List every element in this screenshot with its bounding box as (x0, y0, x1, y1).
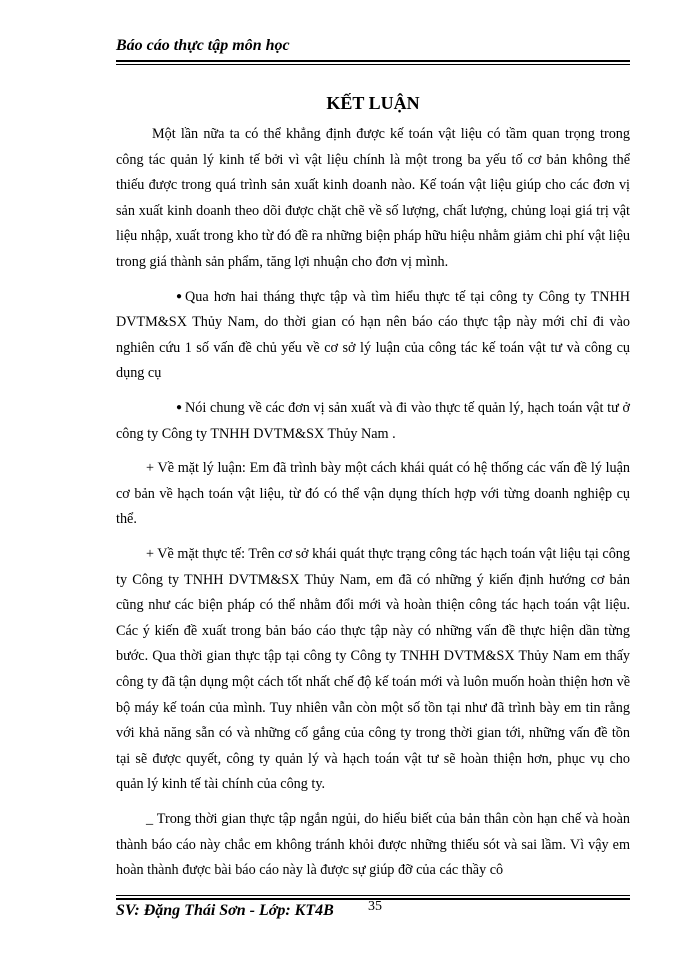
header-title: Báo cáo thực tập môn học (116, 37, 290, 54)
paragraph-text: Qua hơn hai tháng thực tập và tìm hiểu thực tế tại công ty Công ty TNHH DVTM&SX Thủy Nam, do thời gian có hạn nên báo cáo thực tập này mới chỉ đi vào nghiên cứu 1 số vấn đề chủ yếu về cơ sở lý luận của công tác kế toán vật tư và công cụ dụng cụ (116, 288, 630, 382)
bullet-icon: ● (176, 402, 183, 413)
document-body (116, 122, 630, 893)
bullet-paragraph (116, 285, 630, 387)
header-divider (116, 60, 630, 65)
footer-author: SV: Đặng Thái Sơn - Lớp: KT4B (116, 902, 334, 919)
paragraph: Một lần nữa ta có thể khẳng định được kế toán vật liệu có tầm quan trọng trong công tác quản lý kinh tế bởi vì vật liệu chính là một trong ba yếu tố cơ bản không thể thiếu được trong quá trình sản xuất kinh doanh nào. Kế toán vật liệu giúp cho các đơn vị sản xuất kinh doanh theo dõi được chặt chẽ về số lượng, chất lượng, chủng loại giá trị vật liệu nhập, xuất trong kho từ đó đề ra những biện pháp hữu hiệu nhằm giảm chi phí vật liệu trong giá thành sản phẩm, tăng lợi nhuận cho đơn vị mình. (116, 126, 631, 270)
bullet-icon: ● (176, 290, 183, 302)
page-number: 35 (368, 899, 382, 914)
paragraph: + Về mặt thực tế: Trên cơ sở khái quát thực trạng công tác hạch toán vật liệu tại công ty Công ty TNHH DVTM&SX Thủy Nam, em đã có những ý kiến định hướng cơ bản cũng như các biện pháp có thể nhằm đổi mới và hoàn thiện công tác hạch toán vật liệu. Các ý kiến đề xuất trong bản báo cáo thực tập này có những vấn đề thực hiện dần từng bước. Qua thời gian thực tập tại công ty Công ty TNHH DVTM&SX Thủy Nam em thấy công ty đã tận dụng một cách tốt nhất chế độ kế toán mới và luôn muốn hoàn thiện hơn về bộ máy kế toán của mình. Tuy nhiên vẫn còn một số tồn tại như đã trình bày em tin rằng với khả năng sẵn có và những cố gắng của công ty trong thời gian tới, những vấn đề tồn tại sẽ được quyết, công ty quản lý và hạch toán vật tư sẽ hoàn thiện hơn, phục vụ cho quản lý kinh tế tài chính của công ty. (116, 546, 630, 793)
bullet-paragraph (116, 396, 630, 447)
paragraph: _ Trong thời gian thực tập ngắn ngủi, do hiểu biết của bản thân còn hạn chế và hoàn thành báo cáo này chắc em không tránh khỏi được những thiếu sót và sai lầm. Vì vậy em hoàn thành được bài báo cáo này là được sự giúp đỡ của các thầy cô (116, 810, 630, 879)
page-title: KẾT LUẬN (326, 93, 420, 113)
paragraph-text: Nói chung về các đơn vị sản xuất và đi vào thực tế quản lý, hạch toán vật tư ở công ty Công ty TNHH DVTM&SX Thủy Nam . (116, 400, 630, 442)
paragraph: + Về mặt lý luận: Em đã trình bày một cách khái quát có hệ thống các vấn đề lý luận cơ bản về hạch toán vật liệu, từ đó có thể vận dụng thích hợp với từng doanh nghiệp cụ thể. (116, 460, 630, 528)
